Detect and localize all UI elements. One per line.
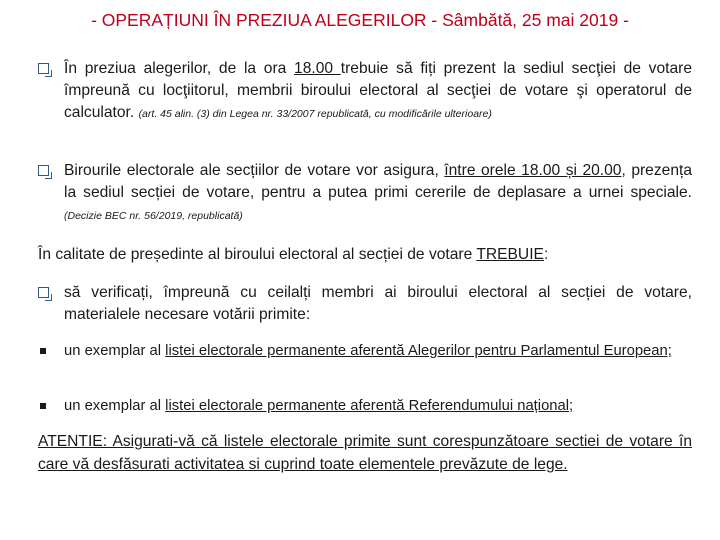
bullet1-reference: (art. 45 alin. (3) din Legea nr. 33/2007 republicată, cu modificările ulterioare) xyxy=(138,108,492,120)
list-item xyxy=(40,340,695,362)
checkbox-bullet-icon xyxy=(38,165,49,176)
checkbox-bullet-icon xyxy=(38,63,49,74)
square-bullet-icon xyxy=(40,403,46,409)
item-prefix: un exemplar al xyxy=(64,343,166,359)
square-bullet-icon xyxy=(40,348,46,354)
bullet-preziua xyxy=(38,58,692,125)
bullet2-hours: între orele 18.00 și 20.00 xyxy=(444,162,622,179)
item-underlined: listei electorale permanente aferentă Referendumului național; xyxy=(165,398,574,414)
bullet-verificati xyxy=(38,282,692,326)
atentie-text: ATENTIE: Asigurati-vă că listele electorale primite sunt corespunzătoare sectiei de votare în care vă desfăsurati activitatea si cuprind toate elementele prevăzute de lege. xyxy=(38,433,692,473)
bullet3-text: să verificați, împreună cu ceilalți membri ai biroului electoral al secției de votare, materialele necesare votării primite xyxy=(64,284,692,323)
heading-text: În calitate de președinte al biroului electoral al secției de votare xyxy=(38,246,477,263)
bullet1-text-b: trebuie să fiți prezent la sediul secţiei de votare împreună cu locţiitorul, membrii biroului electoral al secţiei de votare şi operatorul de calculator. xyxy=(64,60,692,121)
bullet3-colon: : xyxy=(305,306,311,323)
bullet-birouri xyxy=(38,160,692,227)
checkbox-bullet-icon xyxy=(38,287,49,298)
heading-emphasis: TREBUIE xyxy=(476,246,544,263)
president-heading xyxy=(38,244,698,266)
heading-colon: : xyxy=(543,246,549,263)
bullet2-reference: (Decizie BEC nr. 56/2019, republicată) xyxy=(64,210,243,222)
list-item xyxy=(40,395,695,417)
page-title: - OPERAȚIUNI ÎN PREZIUA ALEGERILOR - Sâmbătă, 25 mai 2019 - xyxy=(91,10,629,30)
item-prefix: un exemplar al xyxy=(64,398,166,414)
bullet1-time: 18.00 xyxy=(294,60,341,77)
atentie-note xyxy=(38,430,692,476)
bullet2-text-a: Birourile electorale ale secțiilor de votare vor asigura, xyxy=(64,162,445,179)
bullet1-text-a: În preziua alegerilor, de la ora xyxy=(64,60,295,77)
item-underlined: listei electorale permanente aferentă Alegerilor pentru Parlamentul European; xyxy=(165,343,672,359)
bullet2-text-b: , prezența la sediul secției de votare, pentru a putea primi cererile de deplasare a urnei speciale. xyxy=(64,162,692,201)
